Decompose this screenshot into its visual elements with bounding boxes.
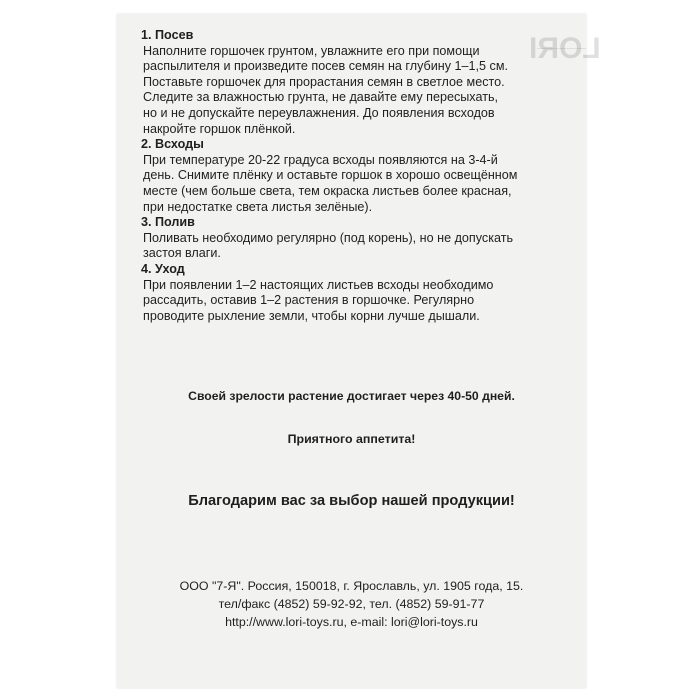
text-line: проводите рыхление земли, чтобы корни лучше дышали. <box>143 308 480 323</box>
text-line: При появлении 1–2 настоящих листьев всходы необходимо <box>143 277 494 292</box>
appetite-note: Приятного аппетита! <box>287 432 416 446</box>
text-line: Поливать необходимо регулярно (под корень), но не допускать <box>143 230 514 245</box>
instruction-sheet <box>117 14 601 688</box>
text-line: При температуре 20-22 градуса всходы появляются на 3-4-й <box>143 152 498 167</box>
text-line: застоя влаги. <box>143 246 221 261</box>
text-line: накройте горшок плёнкой. <box>143 121 296 136</box>
section-sowing <box>141 28 566 137</box>
maturity-note: Своей зрелости растение достигает через 40-50 дней. <box>188 389 515 403</box>
section-heading: 4. Уход <box>141 261 185 276</box>
show-through-brand-logo: LORI <box>529 32 601 65</box>
section-body <box>141 278 566 325</box>
section-care <box>141 262 566 324</box>
instructions <box>141 28 566 324</box>
text-line: распылителя и произведите посев семян на глубину 1–1,5 см. <box>143 59 508 74</box>
company-phones: тел/факс (4852) 59-92-92, тел. (4852) 59-91-77 <box>218 597 485 611</box>
section-heading: 2. Всходы <box>141 137 204 152</box>
text-line: но и не допускайте переувлажнения. До появления всходов <box>143 105 495 120</box>
text-line: месте (чем больше света, тем окраска листьев более красная, <box>143 183 512 198</box>
section-heading: 1. Посев <box>141 28 194 42</box>
thanks-note: Благодарим вас за выбор нашей продукции! <box>188 493 515 509</box>
company-address: ООО "7-Я". Россия, 150018, г. Ярославль, ул. 1905 года, 15. <box>179 579 524 593</box>
section-body <box>141 231 566 262</box>
section-body <box>141 153 566 215</box>
company-web-email: http://www.lori-toys.ru, e-mail: lori@lori-toys.ru <box>225 615 478 629</box>
section-sprouts <box>141 137 566 215</box>
section-heading: 3. Полив <box>141 215 195 230</box>
text-line: Следите за влажностью грунта, не давайте ему пересыхать, <box>143 90 499 105</box>
text-line: Наполните горшочек грунтом, увлажните его при помощи <box>143 43 480 58</box>
text-line: при недостатке света листья зелёные). <box>143 199 373 214</box>
text-line: рассадить, оставив 1–2 растения в горшочке. Регулярно <box>143 293 475 308</box>
text-line: день. Снимите плёнку и оставьте горшок в хорошо освещённом <box>143 168 518 183</box>
text-line: Поставьте горшочек для прорастания семян в светлое место. <box>143 74 505 89</box>
section-body <box>141 44 566 138</box>
section-watering <box>141 215 566 262</box>
company-contacts <box>117 577 586 631</box>
